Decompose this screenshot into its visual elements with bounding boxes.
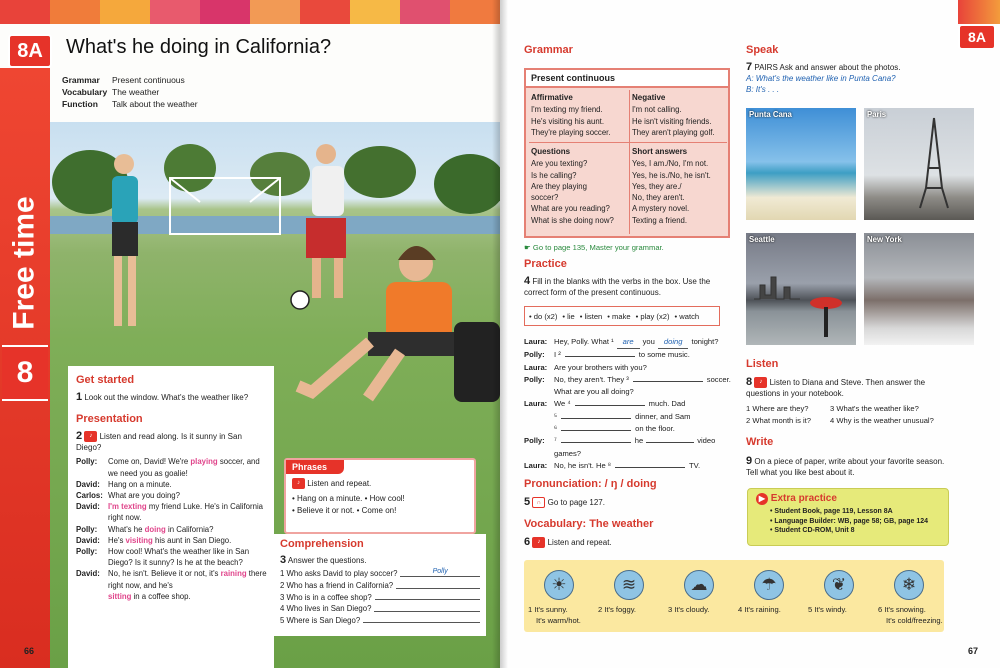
audio-icon[interactable]: ♪ (84, 431, 97, 442)
practice-line (524, 435, 734, 447)
dialog-text-part: Come on, David! We're (108, 457, 191, 467)
exercise-text: Go to page 127. (547, 498, 605, 507)
practice-text: No, they aren't. They ³ (554, 374, 629, 384)
verb-item: • watch (674, 311, 700, 321)
meta-value: The weather (112, 87, 160, 97)
highlighted-verb: I'm texting (108, 502, 147, 512)
practice-text: on the floor. (635, 424, 675, 434)
short-answers-column (632, 146, 730, 226)
filled-answer: doing (658, 336, 689, 349)
grammar-example: Yes, I am./No, I'm not. (632, 159, 709, 169)
divider (629, 90, 630, 234)
speaker: Polly: (76, 457, 98, 467)
answer-blank[interactable] (561, 411, 631, 419)
speak-heading: Speak (746, 44, 779, 56)
practice-line (524, 411, 734, 423)
weather-label (738, 604, 808, 615)
get-started-heading: Get started (76, 374, 135, 386)
practice-text: dinner, and Sam (635, 411, 691, 421)
verb-item: • listen (579, 311, 603, 321)
answer-blank[interactable] (561, 435, 631, 443)
practice-line (524, 460, 734, 472)
grammar-example: What are you reading? (531, 204, 610, 214)
grammar-example: Are you texting? (531, 159, 588, 169)
dialog-line (76, 479, 268, 490)
dialog-text (108, 490, 180, 501)
speaker: Polly: (76, 524, 98, 534)
grammar-example: I'm texting my friend. (531, 105, 603, 115)
exercise-number: 7 (746, 61, 753, 73)
grammar-table (524, 68, 730, 238)
comprehension-questions (280, 568, 480, 626)
meta-key: Vocabulary (62, 87, 108, 97)
question-text: 1 Who asks David to play soccer? (280, 569, 398, 578)
exercise-number: 3 (280, 554, 287, 566)
answer-blank[interactable] (375, 592, 480, 601)
right-page (500, 0, 1000, 668)
speaker: Carlos: (76, 491, 103, 500)
page-number: 66 (24, 646, 35, 656)
highlighted-verb: raining (220, 569, 247, 579)
speak-example-b: B: It's . . . (746, 85, 780, 94)
weather-word: 1 It's sunny. (528, 605, 568, 614)
questions-column (531, 146, 629, 226)
answer-blank[interactable] (565, 349, 635, 357)
filled-answer: are (617, 336, 640, 349)
listen-heading: Listen (746, 358, 779, 370)
weather-label (878, 604, 948, 626)
fog-icon: ≋ (614, 570, 644, 600)
practice-text: games? (554, 448, 582, 458)
exercise-4 (524, 276, 724, 298)
lesson-meta (62, 74, 198, 110)
verb-box (524, 306, 720, 326)
exercise-number: 9 (746, 455, 753, 467)
listen-question: 4 Why is the weather unusual? (830, 416, 934, 426)
dialog-text-part: He's (108, 535, 126, 545)
grammar-example: Is he calling? (531, 170, 577, 180)
speaker: Polly: (524, 350, 545, 360)
divider (529, 142, 727, 143)
weather-label (528, 604, 598, 626)
phrase-line: • Believe it or not. • Come on! (292, 506, 397, 515)
write-heading: Write (746, 436, 774, 448)
photo-label: Punta Cana (749, 110, 792, 119)
comprehension-heading: Comprehension (280, 538, 364, 550)
answer-blank[interactable] (615, 460, 685, 468)
question-row (280, 568, 480, 580)
dialog-text-part: soccer, and we need you as goalie! (108, 457, 260, 478)
speaker (524, 386, 554, 398)
grammar-link[interactable] (524, 243, 664, 252)
presentation-heading: Presentation (76, 413, 143, 425)
grammar-example: A mystery novel. (632, 204, 690, 214)
listen-question: 3 What's the weather like? (830, 404, 919, 414)
weather-word: It's cold/freezing. (886, 616, 943, 625)
presentation-panel (68, 366, 274, 668)
column-header: Short answers (632, 147, 688, 156)
affirmative-column (531, 92, 629, 138)
photo-label: Paris (867, 110, 887, 119)
page-number: 67 (967, 646, 978, 656)
column-header: Affirmative (531, 93, 573, 102)
dialog (76, 456, 268, 602)
snow-icon: ❄ (894, 570, 924, 600)
dialog-line (76, 568, 268, 590)
answer-blank[interactable] (575, 398, 645, 406)
boy-sitting-figure (298, 246, 500, 402)
exercise-text: Listen and repeat. (547, 538, 612, 547)
cloud-icon: ☁ (684, 570, 714, 600)
extra-practice-item: • Student CD-ROM, Unit 8 (770, 527, 855, 534)
practice-text: TV. (689, 460, 701, 470)
answer-blank[interactable] (633, 374, 703, 382)
photo-new-york (864, 233, 974, 345)
grammar-example: They aren't playing golf. (632, 127, 715, 137)
exercise-text: Answer the questions. (287, 556, 367, 565)
grammar-example: Texting a friend. (632, 215, 688, 225)
exercise-number: 6 (524, 536, 531, 548)
dialog-text-part: in a coffee shop. (131, 591, 191, 601)
audio-icon[interactable]: ♪ (292, 478, 305, 489)
weather-word: 2 It's foggy. (598, 605, 637, 614)
practice-line (524, 398, 734, 410)
wind-icon: ❦ (824, 570, 854, 600)
arrow-icon: ▶ (756, 493, 768, 505)
speaker: Laura: (524, 362, 548, 372)
exercise-text: Listen to Diana and Steve. Then answer the questions in your notebook. (746, 378, 926, 399)
grammar-link-text: Go to page 135, Master your grammar. (532, 243, 664, 252)
column-header: Negative (632, 93, 666, 102)
exercise-text: Look out the window. What's the weather like? (84, 393, 249, 402)
negative-column (632, 92, 730, 138)
grammar-example: He isn't visiting friends. (632, 116, 712, 126)
dialog-text (108, 479, 172, 490)
speaker: Laura: (524, 337, 548, 346)
practice-text: you (642, 337, 655, 346)
grammar-example: Yes, he is./No, he isn't. (632, 170, 711, 180)
speaker (524, 448, 554, 460)
exercise-1 (76, 392, 268, 403)
meta-value: Present continuous (112, 75, 185, 85)
exercise-8 (746, 377, 956, 427)
practice-text: What are you all doing? (554, 387, 634, 397)
exercise-number: 2 (76, 430, 83, 442)
exercise-text: Listen and read along. Is it sunny in San Diego? (76, 432, 242, 453)
dialog-text-part: Hang on a minute. (108, 479, 172, 489)
exercise-text: PAIRS Ask and answer about the photos. (754, 63, 901, 72)
practice-line (524, 448, 734, 460)
meta-key: Grammar (62, 75, 100, 85)
answer-blank[interactable] (374, 603, 480, 612)
extra-practice-heading: Extra practice (770, 493, 837, 504)
exercise-6 (524, 536, 612, 548)
speak-example-a: A: What's the weather like in Punta Cana? (746, 74, 896, 83)
audio-icon[interactable]: ♪ (754, 377, 767, 388)
answer-blank[interactable] (363, 615, 480, 624)
answer-blank[interactable] (646, 435, 694, 443)
exercise-2 (76, 431, 268, 453)
meta-value: Talk about the weather (112, 99, 198, 109)
exercise-number: 5 (524, 496, 531, 508)
highlighted-verb: sitting (108, 591, 132, 601)
speaker: Laura: (524, 460, 548, 470)
practice-text: ⁵ (554, 411, 558, 421)
photo-paris (864, 108, 974, 220)
practice-line (524, 374, 734, 386)
dialog-text (108, 535, 231, 546)
dialog-text-part: his aunt in San Diego. (152, 535, 232, 545)
question-text: 5 Where is San Diego? (280, 615, 361, 625)
practice-text: ⁶ (554, 424, 558, 434)
dialog-text (108, 456, 268, 478)
audio-icon[interactable]: ♪ (532, 537, 545, 548)
practice-line (524, 386, 734, 398)
exercise-5 (524, 496, 605, 508)
verb-item: • play (x2) (635, 311, 670, 321)
extra-practice-item: • Student Book, page 119, Lesson 8A (770, 508, 893, 515)
dialog-line (76, 501, 268, 523)
weather-word: 6 It's snowing. (878, 605, 926, 614)
grammar-example: Yes, they are./ (632, 181, 682, 191)
highlighted-verb: playing (190, 457, 218, 467)
grammar-example: They're playing soccer. (531, 127, 611, 137)
speaker: Polly: (524, 374, 545, 384)
speaker: David: (76, 479, 100, 489)
verb-item: • do (x2) (529, 311, 558, 321)
meta-key: Function (62, 99, 98, 109)
weather-label (598, 604, 668, 615)
eiffel-tower-icon (864, 108, 974, 220)
corner-bar (958, 0, 1000, 24)
question-row (280, 603, 480, 615)
grammar-example: What is she doing now? (531, 215, 614, 225)
phrases-instruction: Listen and repeat. (307, 479, 372, 488)
practice-line (524, 349, 734, 361)
dialog-text (108, 524, 214, 535)
practice-line (524, 362, 734, 374)
verb-item: • lie (562, 311, 575, 321)
exercise-number: 8 (746, 376, 753, 388)
dialog-text (108, 546, 268, 568)
exercise-text: Fill in the blanks with the verbs in the box. Use the correct form of the present continuous. (524, 277, 711, 297)
skyline-icon (746, 233, 856, 345)
verb-item: • make (607, 311, 631, 321)
listen-question: 2 What month is it? (746, 416, 811, 426)
practice-text: Hey, Polly. What ¹ (554, 337, 614, 346)
speaker: David: (76, 535, 100, 545)
answer-blank[interactable]: Polly (400, 568, 480, 577)
speaker (524, 411, 554, 423)
practice-text: tonight? (691, 337, 719, 346)
grammar-example: I'm not calling. (632, 105, 682, 115)
answer-blank[interactable] (396, 580, 480, 589)
question-text: 4 Who lives in San Diego? (280, 604, 372, 613)
speaker: David: (76, 502, 100, 512)
exercise-number: 1 (76, 391, 83, 403)
grammar-box-title: Present continuous (526, 70, 728, 88)
speaker: Polly: (76, 547, 98, 557)
vocabulary-heading: Vocabulary: The weather (524, 518, 654, 530)
dialog-line (76, 546, 268, 568)
headphones-icon: ∩ (532, 497, 545, 508)
dialog-line (76, 535, 268, 546)
practice-text: No, he isn't. He ⁸ (554, 460, 611, 470)
book-gutter (492, 0, 508, 668)
pointing-hand-icon: ☛ (524, 243, 533, 252)
weather-word: 4 It's raining. (738, 605, 781, 614)
practice-text: he (634, 436, 644, 446)
weather-vocabulary-strip (524, 560, 944, 632)
speaker: Laura: (524, 399, 548, 409)
answer-blank[interactable] (561, 423, 631, 431)
practice-text: soccer. (706, 374, 731, 384)
dialog-text-part: No, he isn't. Believe it or not, it's (108, 569, 221, 579)
question-text: 2 Who has a friend in California? (280, 581, 394, 590)
highlighted-verb: visiting (125, 535, 153, 545)
exercise-text: On a piece of paper, write about your favorite season. Tell what you like best about it. (746, 457, 945, 477)
weather-word: It's warm/hot. (536, 616, 581, 625)
question-row (280, 592, 480, 604)
grammar-example: He's visiting his aunt. (531, 116, 604, 126)
speaker (76, 591, 108, 602)
practice-text: video (697, 436, 716, 446)
practice-text: We ⁴ (554, 399, 571, 409)
sun-icon: ☀ (544, 570, 574, 600)
dialog-text (108, 568, 268, 590)
girl-figure (112, 154, 138, 326)
speaker (524, 423, 554, 435)
unit-badge: 8A (8, 34, 52, 68)
grammar-example: Are they playing (531, 181, 587, 191)
practice-text: ⁷ (554, 436, 557, 446)
dialog-line (76, 524, 268, 535)
weather-label (668, 604, 738, 615)
page-title: What's he doing in California? (66, 36, 332, 58)
speaker: David: (76, 569, 100, 579)
photo-seattle (746, 233, 856, 345)
dialog-text-part: my friend Luke. He's in California right now. (108, 502, 264, 523)
dialog-text-part: What are you doing? (108, 491, 180, 500)
pronunciation-heading: Pronunciation: / ŋ / doing (524, 478, 657, 490)
grammar-example: No, they aren't. (632, 193, 685, 203)
listen-question: 1 Where are they? (746, 404, 809, 414)
weather-word: 3 It's cloudy. (668, 605, 710, 614)
question-row (280, 580, 480, 592)
practice-text: I ² (554, 350, 561, 360)
highlighted-verb: doing (144, 524, 166, 534)
unit-badge: 8A (958, 24, 996, 50)
question-row (280, 615, 480, 627)
color-bar (0, 0, 500, 24)
dialog-line (76, 490, 268, 501)
dialog-line (76, 591, 268, 602)
practice-dialog (524, 336, 734, 472)
dialog-text-part: there right now, and he's (108, 569, 267, 590)
practice-heading: Practice (524, 258, 567, 270)
extra-practice-item: • Language Builder: WB, page 58; GB, page 124 (770, 517, 929, 525)
weather-word: 5 It's windy. (808, 605, 847, 614)
dialog-text-part: What's he (108, 524, 145, 534)
column-header: Questions (531, 147, 571, 156)
grammar-heading: Grammar (524, 44, 573, 56)
photo-label: New York (867, 235, 902, 244)
exercise-3 (280, 554, 480, 566)
weather-label (808, 604, 878, 615)
dialog-line (76, 456, 268, 478)
practice-line (524, 336, 734, 349)
grammar-example: soccer? (531, 193, 559, 203)
phrases-heading: Phrases (286, 460, 344, 474)
speaker: Polly: (524, 436, 545, 446)
photo-label: Seattle (749, 235, 775, 244)
unit-number: 8 (2, 345, 48, 401)
dialog-text-part: in California? (165, 524, 214, 534)
dialog-text (108, 501, 268, 523)
exercise-7 (746, 62, 966, 95)
question-text: 3 Who is in a coffee shop? (280, 592, 372, 602)
practice-text: to some music. (638, 350, 690, 360)
practice-text: much. Dad (648, 399, 686, 409)
exercise-9 (746, 456, 951, 478)
dialog-text (108, 591, 191, 602)
extra-practice-box (747, 488, 949, 546)
practice-line (524, 423, 734, 435)
practice-text: Are your brothers with you? (554, 362, 647, 372)
phrases-box (284, 458, 476, 534)
exercise-number: 4 (524, 275, 531, 287)
photo-punta-cana (746, 108, 856, 220)
phrase-line: • Hang on a minute. • How cool! (292, 494, 405, 503)
comprehension-panel (274, 534, 486, 636)
rain-icon: ☂ (754, 570, 784, 600)
dialog-text-part: How cool! What's the weather like in San Diego? Is it sunny? Is he at the beach? (108, 547, 250, 568)
sidebar-title: Free time (8, 196, 42, 330)
